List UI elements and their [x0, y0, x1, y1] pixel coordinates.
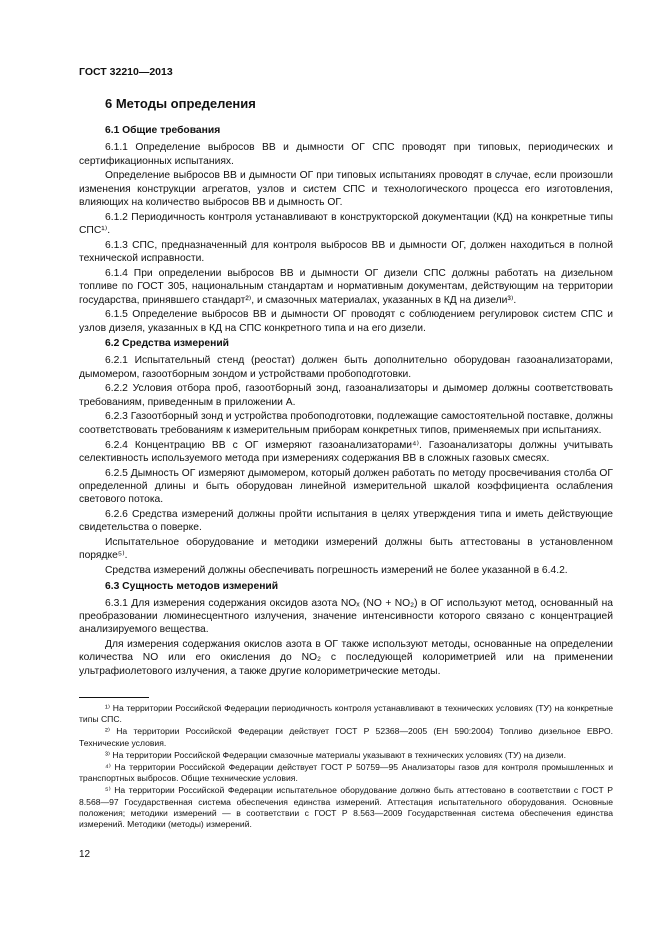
paragraph-6-1-1-cont: Определение выбросов ВВ и дымности ОГ при типовых испытаниях проводят в случае, если произошли изменения конструкции агрегатов, узлов и систем СПС и технологического процесса его изготовления, влияющих на количество выбросов ВВ и дымность ОГ.	[79, 170, 613, 208]
paragraph-6-3-1: 6.3.1 Для измерения содержания оксидов азота NOₓ (NO + NO₂) в ОГ используют метод, основанный на преобразовании люминесцентного излучения, значение интенсивности которого связано с концентрацией анализируемого вещества.	[79, 597, 613, 636]
paragraph-6-1-3: 6.1.3 СПС, предназначенный для контроля выбросов ВВ и дымности ОГ, должен находиться в полной технической исправности.	[79, 239, 613, 265]
paragraph-6-1-5: 6.1.5 Определение выбросов ВВ и дымности ОГ проводят с соблюдением регулировок систем СПС и узлов дизеля, указанных в КД на СПС конкретного типа и на его дизели.	[79, 309, 613, 334]
footnotes	[79, 703, 613, 831]
paragraph-6-2-2: 6.2.2 Условия отбора проб, газоотборный зонд, газоанализаторы и дымомер должны соответствовать требованиям, приведенным в приложении А.	[79, 383, 613, 408]
footnote-5: ⁵⁾ На территории Российской Федерации испытательное оборудование должно быть аттестовано в соответствии с ГОСТ Р 8.568—97 Государственная система обеспечения единства измерений. Аттестация испытательного оборудования. Основные положения; методики измерений — в соответствии с ГОСТ Р 8.563—2009 Государственная система обеспечения единства измерений. Методики (методы) измерений.	[79, 785, 613, 830]
paragraph-6-1-2: 6.1.2 Периодичность контроля устанавливают в конструкторской документации (КД) на конкретные типы СПС¹⁾.	[79, 211, 613, 237]
document-header: ГОСТ 32210—2013	[79, 66, 173, 78]
footnote-3: ³⁾ На территории Российской Федерации смазочные материалы указывают в технических условиях (ТУ) на дизели.	[105, 749, 566, 760]
page-number: 12	[79, 849, 91, 860]
subsection-title-6-1: 6.1 Общие требования	[105, 125, 221, 136]
paragraph-6-2-1: 6.2.1 Испытательный стенд (реостат) должен быть дополнительно оборудован газоанализаторами, дымомером, газоотборным зондом и устройствами пробоподготовки.	[79, 355, 613, 380]
footnote-divider	[79, 697, 149, 698]
paragraph-6-2-8: Средства измерений должны обеспечивать погрешность измерений не более указанной в 6.4.2.	[105, 565, 568, 577]
paragraph-6-1-1: 6.1.1 Определение выбросов ВВ и дымности ОГ СПС проводят при типовых, периодических и сертификационных испытаниях.	[79, 142, 613, 167]
paragraph-6-2-3: 6.2.3 Газоотборный зонд и устройства пробоподготовки, подлежащие самостоятельной поставке, должны соответствовать требованиям к измерительным приборам конкретных типов, применяемых при испытаниях.	[79, 411, 613, 436]
document-body	[79, 122, 613, 680]
paragraph-6-2-5: 6.2.5 Дымность ОГ измеряют дымомером, который должен работать по методу просвечивания столба ОГ определенной длины и быть оборудован линейной измерительной шкалой коэффициента ослабления светового потока.	[79, 467, 613, 506]
paragraph-6-2-6: 6.2.6 Средства измерений должны пройти испытания в целях утверждения типа и иметь действующие свидетельства о поверке.	[79, 509, 613, 534]
paragraph-6-2-4: 6.2.4 Концентрацию ВВ с ОГ измеряют газоанализаторами⁴⁾. Газоанализаторы должны учитывать селективность используемого метода при измерениях содержания ВВ в сложных газовых смесях.	[79, 439, 613, 464]
paragraph-6-3-2: Для измерения содержания окислов азота в ОГ также используют методы, основанные на определении количества NO или его окисления до NO₂ с последующей колориметрией или на применении ультрафиолетового излучения, а также другие колориметрические методы.	[79, 639, 613, 677]
section-title: 6 Методы определения	[105, 96, 256, 111]
subsection-title-6-3: 6.3 Сущность методов измерений	[105, 580, 279, 592]
footnote-4: ⁴⁾ На территории Российской Федерации действует ГОСТ Р 50759—95 Анализаторы газов для контроля промышленных и транспортных выбросов. Общие технические условия.	[79, 762, 613, 784]
paragraph-6-2-7: Испытательное оборудование и методики измерений должны быть аттестованы в установленном порядке⁵⁾.	[79, 537, 613, 562]
paragraph-6-1-4: 6.1.4 При определении выбросов ВВ и дымности ОГ дизели СПС должны работать на дизельном топливе по ГОСТ 305, национальным стандартам и нормативным документам, действующим на территории государства, принявшего стандарт²⁾, и смазочных материалах, указанных в КД на дизели³⁾.	[79, 267, 613, 306]
footnote-2: ²⁾ На территории Российской Федерации действует ГОСТ Р 52368—2005 (ЕН 590:2004) Топливо дизельное ЕВРО. Технические условия.	[79, 726, 613, 748]
footnote-1: ¹⁾ На территории Российской Федерации периодичность контроля устанавливают в технических условиях (ТУ) на конкретные типы СПС.	[79, 703, 613, 725]
subsection-title-6-2: 6.2 Средства измерений	[105, 337, 230, 349]
